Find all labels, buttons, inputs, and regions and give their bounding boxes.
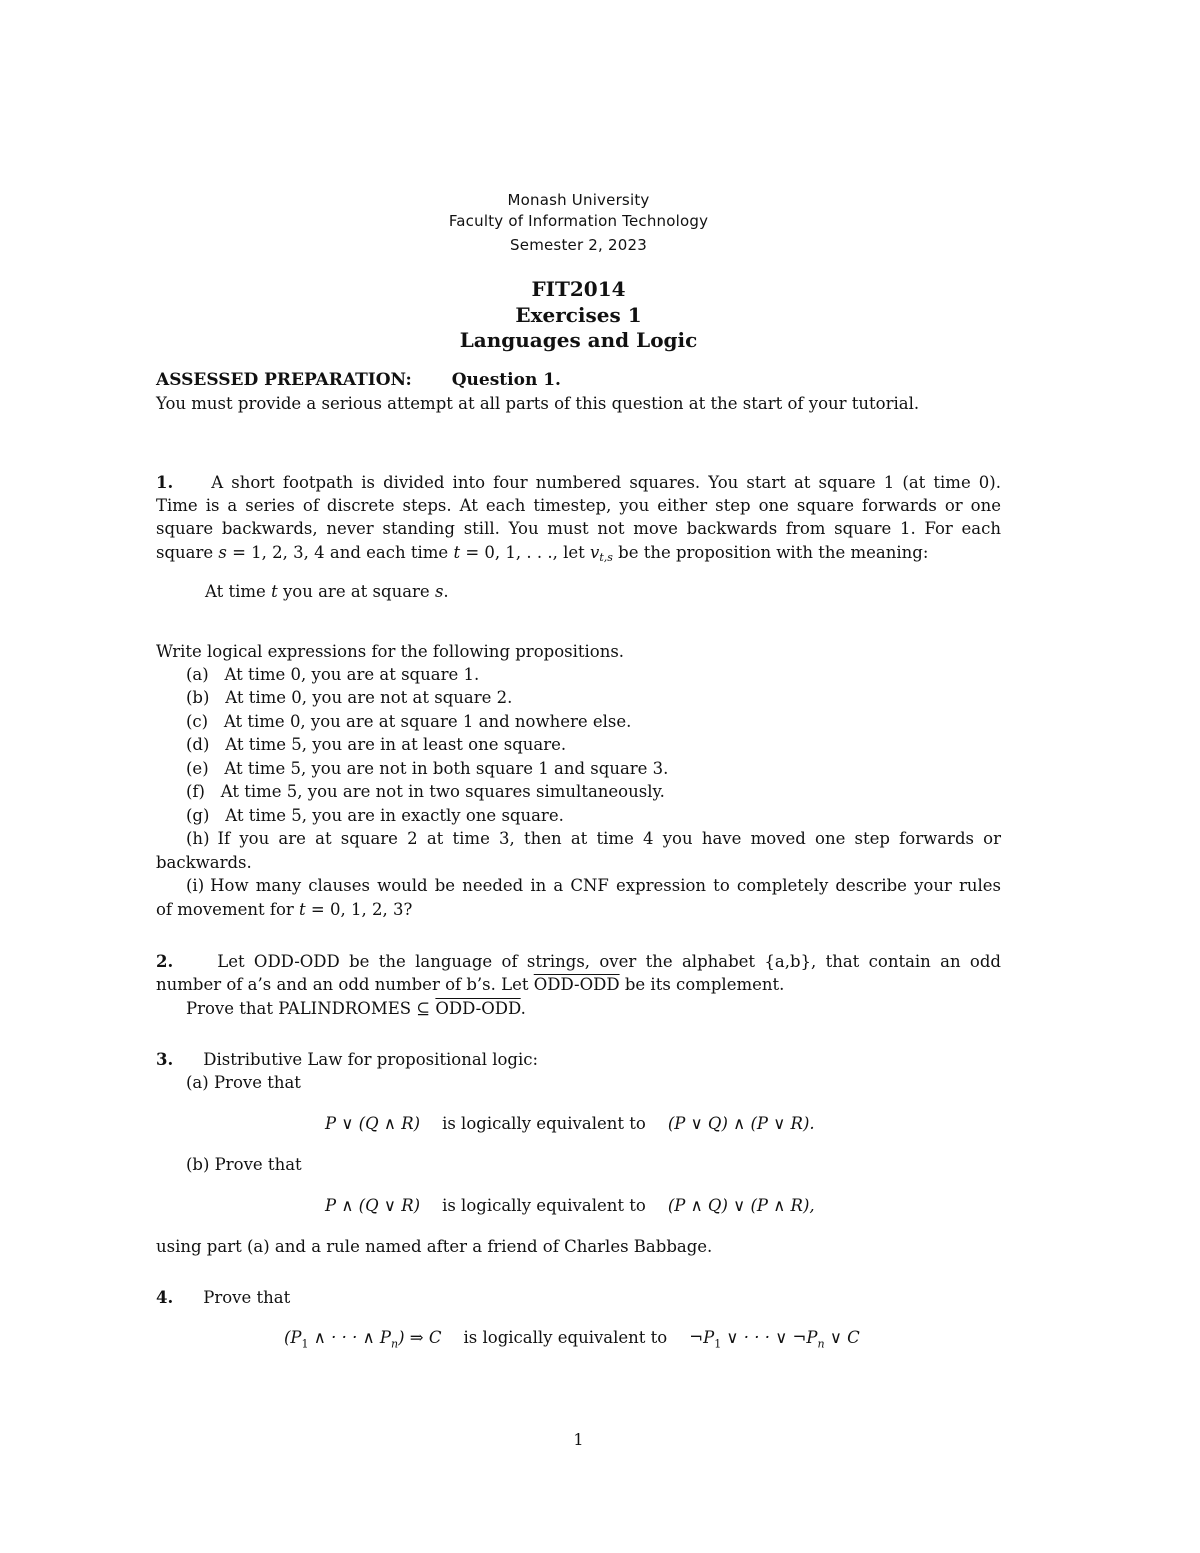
q4-eq-left-subn: n [391, 1337, 399, 1351]
q1-meaning-t: t [271, 582, 278, 601]
q3-eq-b-mid: is logically equivalent to [442, 1196, 646, 1215]
q4-eq-left-a: (P [284, 1328, 302, 1347]
q1-line4-a: square [156, 543, 219, 562]
university-name: Monash University [507, 191, 650, 209]
q1-part-i-t: t [299, 900, 306, 919]
part-text: At time 5, you are in at least one square. [225, 735, 567, 754]
part-label: (a) [186, 665, 209, 684]
q1-line4-d: be the proposition with the meaning: [612, 543, 929, 562]
q4-eq-left-b: ∧ · · · ∧ P [308, 1328, 392, 1347]
q2-line2-b: be its complement. [619, 975, 785, 994]
q1-var-v: v [590, 543, 600, 562]
assessed-heading [156, 370, 561, 390]
q1-line4-b: = 1, 2, 3, 4 and each time [226, 543, 454, 562]
q3-closing: using part (a) and a rule named after a friend of Charles Babbage. [156, 1237, 713, 1256]
page-number: 1 [573, 1430, 584, 1449]
q2-line2-a: number of a’s and an odd number of b’s. Let [156, 975, 534, 994]
q3-part-a: (a) Prove that [186, 1073, 301, 1092]
q1-part-c [186, 712, 631, 731]
part-label: (c) [186, 712, 209, 731]
part-label: (i) [186, 876, 205, 895]
q4-intro-line [156, 1288, 290, 1307]
q4-eq-right-sub1: 1 [714, 1337, 722, 1351]
q1-meaning-c: . [443, 582, 449, 601]
part-text: At time 5, you are in exactly one square. [225, 806, 564, 825]
q1-part-h-line1 [186, 829, 1001, 848]
exercise-topic: Languages and Logic [459, 328, 698, 352]
q4-eq-left-c: ) ⇒ C [398, 1328, 442, 1347]
q4-intro: Prove that [203, 1288, 291, 1307]
q2-line3-b: . [520, 999, 526, 1018]
part-label: (e) [186, 759, 209, 778]
part-label: (h) [186, 829, 210, 848]
exercise-number: Exercises 1 [515, 303, 642, 327]
q2-line3-a: Prove that PALINDROMES ⊆ [186, 999, 436, 1018]
q3-intro-line [156, 1050, 538, 1069]
q1-part-e [186, 759, 668, 778]
part-text: If you are at square 2 at time 3, then at time 4 you have moved one step forwards or [217, 829, 1001, 848]
q3-number: 3. [156, 1050, 174, 1069]
q2-line2 [156, 975, 784, 994]
faculty-name: Faculty of Information Technology [448, 212, 709, 230]
q4-eq-right-subn: n [817, 1337, 825, 1351]
q1-line4 [156, 543, 928, 564]
q1-line1-text: A short footpath is divided into four numbered squares. You start at square 1 (at time 0). [211, 473, 1001, 492]
q3-intro: Distributive Law for propositional logic: [203, 1050, 539, 1069]
part-label: (f) [186, 782, 205, 801]
q1-part-i-line1 [186, 876, 1001, 895]
q1-part-i-b: = 0, 1, 2, 3? [305, 900, 413, 919]
assessed-note: You must provide a serious attempt at all parts of this question at the start of your tutorial. [156, 394, 920, 413]
q4-eq-left-sub1: 1 [301, 1337, 309, 1351]
q1-part-i-a: of movement for [156, 900, 300, 919]
q1-part-a [186, 665, 479, 684]
q1-part-d [186, 735, 566, 754]
q1-var-s: s [218, 543, 227, 562]
q4-eq-right-c: ∨ C [824, 1328, 860, 1347]
part-text: At time 5, you are not in both square 1 and square 3. [224, 759, 669, 778]
q1-meaning-a: At time [205, 582, 272, 601]
q1-line3: square backwards, never standing still. You must not move backwards from square 1. For each [156, 519, 1001, 538]
q1-part-h-line2: backwards. [156, 853, 252, 872]
part-text: At time 5, you are not in two squares simultaneously. [220, 782, 665, 801]
q3-eq-a-mid: is logically equivalent to [442, 1114, 646, 1133]
unit-code: FIT2014 [531, 277, 626, 301]
q4-eq-right-a: ¬P [689, 1328, 715, 1347]
q4-equation [284, 1328, 860, 1350]
q1-part-b [186, 688, 512, 707]
part-label: (g) [186, 806, 210, 825]
q1-var-t: t [453, 543, 461, 562]
q3-eq-a-right: (P ∨ Q) ∧ (P ∨ R). [667, 1114, 815, 1133]
q1-part-g [186, 806, 564, 825]
assessed-label: ASSESSED PREPARATION: [156, 370, 412, 390]
q3-eq-a-left: P ∨ (Q ∧ R) [325, 1114, 421, 1133]
q1-meaning-s: s [434, 582, 444, 601]
q1-part-i-line2 [156, 900, 412, 919]
q4-number: 4. [156, 1288, 174, 1307]
part-label: (b) [186, 688, 210, 707]
part-label: (d) [186, 735, 210, 754]
q1-part-f [186, 782, 665, 801]
q1-line2: Time is a series of discrete steps. At each timestep, you either step one square forwards or one [156, 496, 1001, 515]
q2-line1 [156, 952, 1001, 971]
q2-line1-text: Let ODD-ODD be the language of strings, over the alphabet {a,b}, that contain an odd [217, 952, 1001, 971]
q3-equation-a [325, 1114, 815, 1133]
semester: Semester 2, 2023 [510, 236, 647, 254]
q4-eq-mid: is logically equivalent to [463, 1328, 668, 1347]
q1-intro: Write logical expressions for the following propositions. [156, 642, 625, 661]
q1-line4-c: = 0, 1, . . ., let [460, 543, 590, 562]
part-text: At time 0, you are at square 1. [224, 665, 480, 684]
q2-complement: ODD-ODD [533, 975, 620, 994]
q2-line3 [186, 999, 526, 1018]
q1-line1 [156, 473, 1001, 492]
part-text: How many clauses would be needed in a CNF expression to completely describe your rules [210, 876, 1001, 895]
q3-part-b: (b) Prove that [186, 1155, 302, 1174]
q2-complement-2: ODD-ODD [435, 999, 521, 1018]
q1-var-v-subscript: t,s [599, 551, 613, 564]
q1-meaning [205, 582, 449, 601]
q3-eq-b-right: (P ∧ Q) ∨ (P ∧ R), [667, 1196, 815, 1215]
q4-eq-right-b: ∨ · · · ∨ ¬P [721, 1328, 818, 1347]
part-text: At time 0, you are not at square 2. [225, 688, 513, 707]
q3-equation-b [325, 1196, 815, 1215]
q1-meaning-b: you are at square [277, 582, 435, 601]
part-text: At time 0, you are at square 1 and nowhere else. [223, 712, 632, 731]
q1-number: 1. [156, 473, 174, 492]
q2-number: 2. [156, 952, 174, 971]
q3-eq-b-left: P ∧ (Q ∨ R) [325, 1196, 421, 1215]
assessed-question: Question 1. [451, 370, 561, 390]
